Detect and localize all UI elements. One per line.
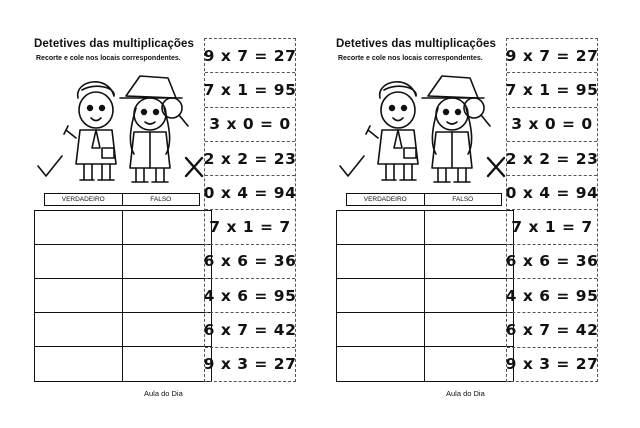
equation-card[interactable]: 2 x 2 = 23: [205, 141, 295, 175]
true-column-label: VERDADEIRO: [61, 196, 105, 203]
equation-card[interactable]: 0 x 4 = 94: [205, 175, 295, 209]
equation-card[interactable]: 6 x 7 = 42: [507, 312, 597, 346]
detective-kids-icon: [36, 68, 206, 190]
answer-cell[interactable]: [337, 313, 425, 347]
equation-card[interactable]: 7 x 1 = 95: [507, 72, 597, 106]
answer-cell[interactable]: [425, 245, 513, 279]
answer-cell[interactable]: [425, 211, 513, 245]
answer-cell[interactable]: [337, 279, 425, 313]
x-mark-icon: [488, 158, 504, 176]
equation-card[interactable]: 3 x 0 = 0: [507, 107, 597, 141]
answer-cell[interactable]: [123, 313, 211, 347]
footer-credit: Aula do Dia: [446, 389, 485, 398]
equation-card[interactable]: 6 x 7 = 42: [205, 312, 295, 346]
answer-cell[interactable]: [337, 245, 425, 279]
equation-card[interactable]: 6 x 6 = 36: [507, 244, 597, 278]
worksheet-instructions: Recorte e cole nos locais correspondentes.: [36, 55, 181, 62]
equation-card[interactable]: 0 x 4 = 94: [507, 175, 597, 209]
check-icon: [340, 156, 364, 176]
answer-cell[interactable]: [425, 313, 513, 347]
worksheet-title: Detetives das multiplicações: [336, 38, 497, 50]
equation-card[interactable]: 6 x 6 = 36: [205, 244, 295, 278]
answer-cell[interactable]: [35, 245, 123, 279]
equation-card[interactable]: 3 x 0 = 0: [205, 107, 295, 141]
answer-cell[interactable]: [35, 279, 123, 313]
answer-cell[interactable]: [123, 211, 211, 245]
footer-credit: Aula do Dia: [144, 389, 183, 398]
x-mark-icon: [186, 158, 202, 176]
worksheet-page-left: [14, 0, 314, 428]
equation-card[interactable]: 9 x 3 = 27: [205, 347, 295, 381]
detective-kids-icon: [338, 68, 508, 190]
equation-card[interactable]: 2 x 2 = 23: [507, 141, 597, 175]
equation-card[interactable]: 7 x 1 = 95: [205, 72, 295, 106]
equation-card[interactable]: 4 x 6 = 95: [205, 278, 295, 312]
answer-cell[interactable]: [123, 245, 211, 279]
answer-cell[interactable]: [337, 347, 425, 381]
answer-cell[interactable]: [425, 279, 513, 313]
worksheet-page-right: [316, 0, 616, 428]
worksheet-instructions: Recorte e cole nos locais correspondentes.: [338, 55, 483, 62]
equation-card[interactable]: 4 x 6 = 95: [507, 278, 597, 312]
equation-card[interactable]: 9 x 7 = 27: [505, 46, 599, 65]
true-column-label: VERDADEIRO: [363, 196, 407, 203]
equation-card[interactable]: 9 x 3 = 27: [507, 347, 597, 381]
answer-grid: [34, 210, 212, 382]
cutout-cards-strip: [506, 38, 598, 382]
answer-cell[interactable]: [425, 347, 513, 381]
answer-cell[interactable]: [35, 313, 123, 347]
true-false-header: [346, 193, 502, 206]
true-false-header: [44, 193, 200, 206]
worksheet-title: Detetives das multiplicações: [34, 38, 195, 50]
cutout-cards-strip: [204, 38, 296, 382]
answer-cell[interactable]: [35, 211, 123, 245]
answer-cell[interactable]: [35, 347, 123, 381]
answer-grid: [336, 210, 514, 382]
false-column-label: FALSO: [424, 194, 502, 205]
answer-cell[interactable]: [123, 279, 211, 313]
check-icon: [38, 156, 62, 176]
equation-card[interactable]: 9 x 7 = 27: [203, 46, 297, 65]
answer-cell[interactable]: [123, 347, 211, 381]
answer-cell[interactable]: [337, 211, 425, 245]
equation-card[interactable]: 7 x 1 = 7: [205, 209, 295, 243]
false-column-label: FALSO: [122, 194, 200, 205]
equation-card[interactable]: 7 x 1 = 7: [507, 209, 597, 243]
